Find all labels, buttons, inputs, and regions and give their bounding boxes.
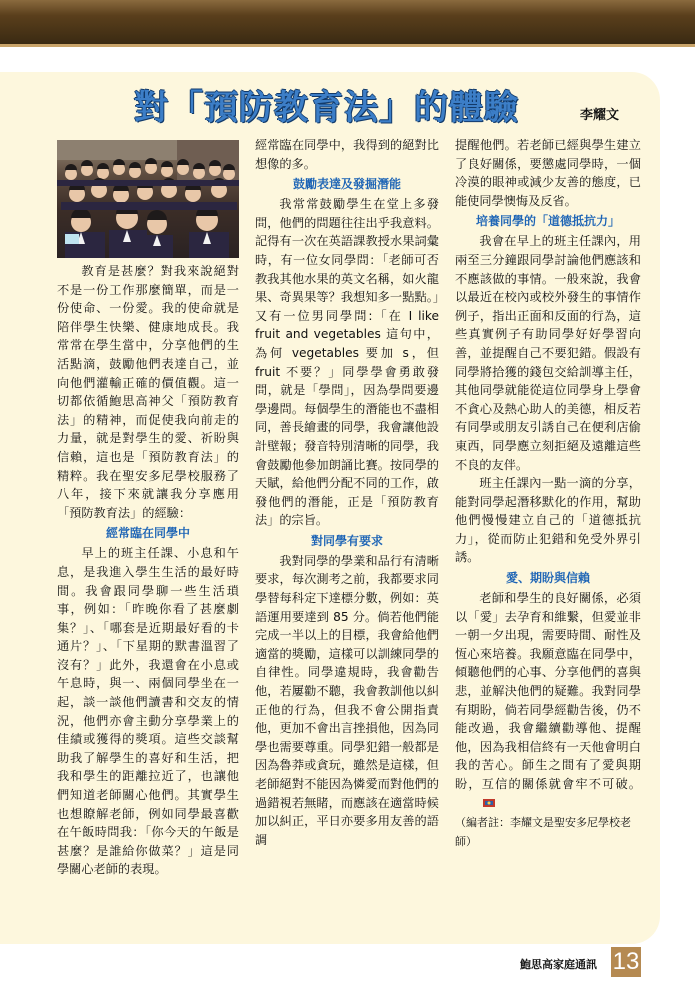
paragraph: 班主任課內一點一滴的分享，能對同學起潛移默化的作用，幫助他們慢慢建立自己的「道德抵抗力」，從而防止犯錯和免受外界引誘。 [455, 476, 641, 565]
article-column-2 [255, 136, 439, 849]
paragraph [455, 589, 641, 812]
paragraph-text: 老師和學生的良好關係，必須以「愛」去孕育和維繫，但愛並非一朝一夕出現，需要時間、耐性及恆心來培養。我願意臨在同學中，傾聽他們的心事、分享他們的喜與悲，並解決他們的疑難。我對同學有期盼，倘若同學經勸告後，仍不能改過，我會繼續勸導他、提醒他，因為我相信終有一天他會明白我的苦心。師生之間有了愛與期盼，互信的關係就會牢不可破。 [455, 591, 641, 791]
section-heading: 對同學有要求 [310, 533, 383, 548]
section-heading: 愛、期盼與信賴 [505, 571, 590, 586]
end-mark-icon [458, 796, 472, 808]
classroom-photo [57, 140, 239, 258]
header-banner [0, 0, 695, 44]
paragraph: 我會在早上的班主任課內，用兩至三分鐘跟同學討論他們應該和不應該做的事情。一般來說，我會以最近在校內或校外發生的事情作例子，指出正面和反面的行為，這些真實例子有助同學好好學習向善，並提醒自己不要犯錯。假設有同學將拾獲的錢包交給訓導主任，其他同學就能從這位同學身上學會不貪心及熱心助人的美德，相反若有同學或朋友引誘自己在便利店偷東西，同學應立刻拒絕及遠離這些不良的友伴。 [455, 234, 641, 472]
paragraph: 經常臨在同學中，我得到的絕對比想像的多。 [255, 138, 439, 171]
paragraph: 早上的班主任課、小息和午息，是我進入學生生活的最好時間。我會跟同學聊一些生活瑣事，例如：「昨晚你看了甚麼劇集？」、「哪套是近期最好看的卡通片？」、「下星期的默書溫習了沒有？」此外，我還會在小息或午息時，與一、兩個同學坐在一起，談一談他們讀書和交友的情況，他們亦會主動分享學業上的佳績或獲得的獎項。這些交談幫助我了解學生的喜好和生活，把我和學生的距離拉近了，也讓他們知道老師關心他們。其實學生也想瞭解老師，例如同學最喜歡在午飯時問我：「你今天的午飯是甚麼？是誰給你做菜？」這是同學關心老師的表現。 [57, 546, 239, 877]
header-stripe [0, 44, 695, 47]
article-author: 李耀文 [580, 108, 620, 123]
article-title: 對「預防教育法」的體驗 [134, 88, 519, 128]
paragraph: 教育是甚麼？對我來說絕對不是一份工作那麼簡單，而是一份使命、一份愛。我的使命就是陪伴學生快樂、健康地成長。我常常在學生當中，分享他們的生活點滴，鼓勵他們表達自己，並向他們灌輸正確的價值觀。這一切都依循鮑思高神父「預防教育法」的精神，而促使我向前走的力量，就是對學生的愛、祈盼與信賴，這也是「預防教育法」的精粹。我在聖安多尼學校服務了八年，接下來就讓我分享應用「預防教育法」的經驗： [57, 264, 239, 520]
section-heading: 經常臨在同學中 [105, 526, 190, 541]
editor-note: （編者註：李耀文是聖安多尼學校老師） [455, 816, 631, 848]
section-heading: 培養同學的「道德抵抗力」 [475, 214, 620, 229]
paragraph: 提醒他們。若老師已經與學生建立了良好關係，要懲處同學時，一個冷漠的眼神或減少友善的態度，已能使同學懊悔及反省。 [455, 138, 641, 208]
page-number: 13 [612, 948, 640, 975]
paragraph: 我常常鼓勵學生在堂上多發問，他們的問題往往出乎我意料。記得有一次在英語課教授水果詞彙時，有一位女同學問：「老師可否教我其他水果的英文名稱，如火龍果、奇異果等？我想知多一點點。」又有一位男同學問:「在 I like fruit and vegetables 這句中，為何 vegetables 要加 s，但 fruit 不要？」同學學會勇敢發問，就是「學問」，因為學問要邊學邊問。每個學生的潛能也不盡相同，善長繪畫的同學，我會讓他設計壁報；發音特別清晰的同學，我會鼓勵他參加朗誦比賽。按同學的天賦，給他們分配不同的工作，啟發他們的潛能，正是「預防教育法」的宗旨。 [255, 197, 439, 528]
article-column-1 [57, 262, 239, 879]
paragraph: 我對同學的學業和品行有清晰要求，每次測考之前，我都要求同學替每科定下達標分數，例如：英語運用要達到 85 分。倘若他們能完成一半以上的目標，我會給他們適當的獎勵，這樣可以訓練同學的自律性。同學違規時，我會勸告他，若屢勸不聽，我會教訓他以糾正他的行為，但我不會公開指責他，更加不會出言挫損他，因為同學也需要尊重。同學犯錯一般都是因為魯莽或貪玩，雖然是這樣，但老師絕對不能因為憐愛而對他們的過錯視若無睹，而應該在適當時候加以糾正，平日亦要多用友善的語調 [255, 553, 439, 847]
classroom-photo-drawing [57, 140, 239, 258]
section-heading: 鼓勵表達及發掘潛能 [292, 177, 401, 192]
article-column-3 [455, 136, 641, 851]
footer-brand: 鮑思高家庭通訊 [520, 958, 597, 971]
